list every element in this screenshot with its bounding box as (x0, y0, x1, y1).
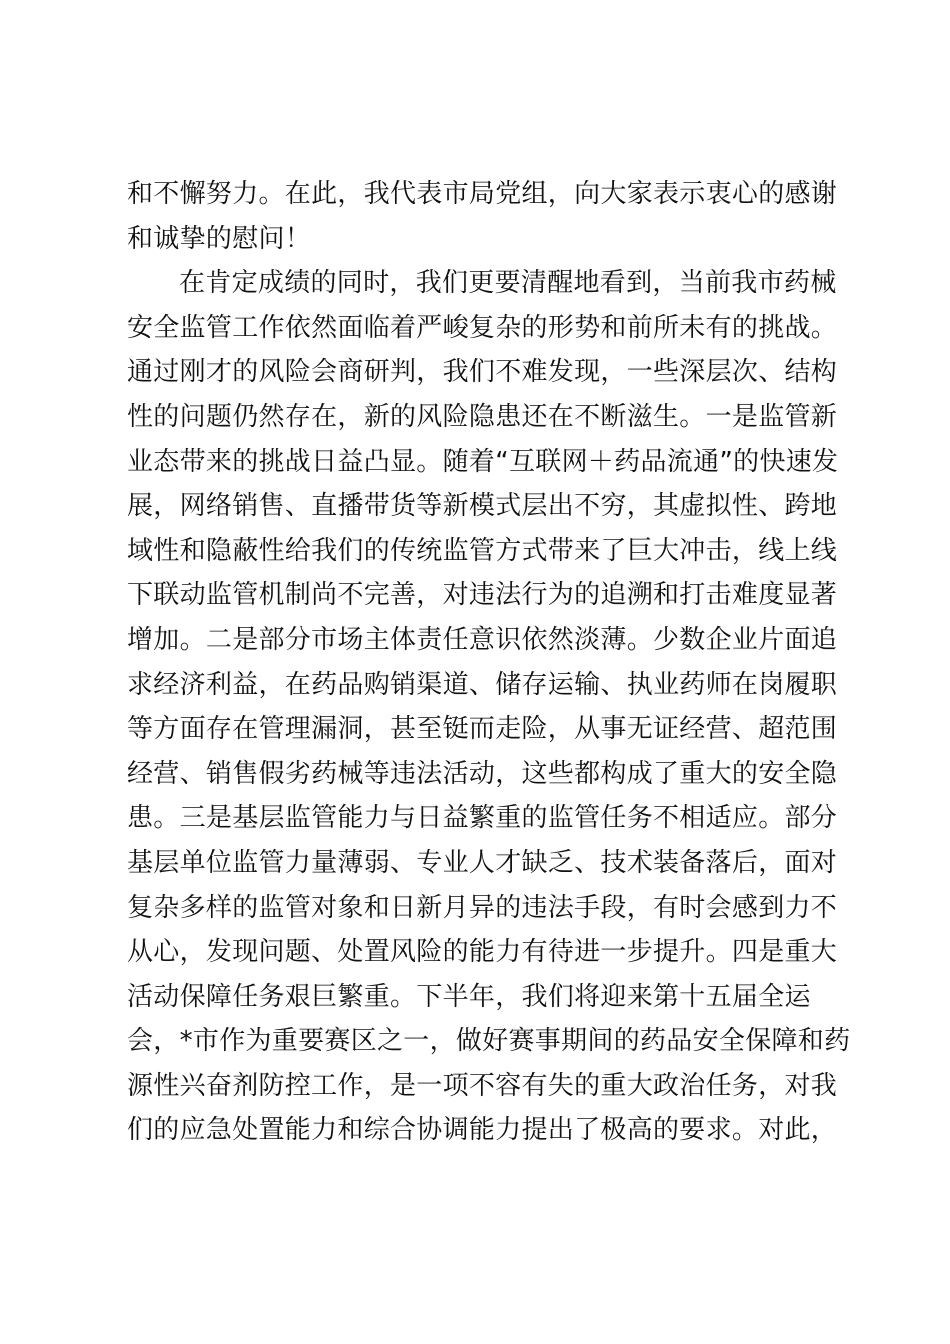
text-line: 等方面存在管理漏洞，甚至铤而走险，从事无证经营、超范围 (127, 714, 838, 745)
text-line: 域性和隐蔽性给我们的传统监管方式带来了巨大冲击，线上线 (127, 535, 838, 566)
text-line: 们的应急处置能力和综合协调能力提出了极高的要求。对此， (127, 1115, 838, 1146)
paragraph-start-line: 在肯定成绩的同时，我们更要清醒地看到，当前我市药械 (179, 268, 837, 299)
text-line: 性的问题仍然存在，新的风险隐患还在不断滋生。一是监管新 (127, 401, 838, 432)
text-line: 业态带来的挑战日益凸显。随着“互联网＋药品流通”的快速发 (127, 446, 839, 477)
text-line: 源性兴奋剂防控工作，是一项不容有失的重大政治任务，对我 (127, 1070, 838, 1101)
text-line: 基层单位监管力量薄弱、专业人才缺乏、技术装备落后，面对 (127, 847, 838, 878)
text-line: 安全监管工作依然面临着严峻复杂的形势和前所未有的挑战。 (127, 312, 838, 343)
text-line: 增加。二是部分市场主体责任意识依然淡薄。少数企业片面追 (127, 624, 838, 655)
text-line: 下联动监管机制尚不完善，对违法行为的追溯和打击难度显著 (127, 580, 838, 611)
text-line: 通过刚才的风险会商研判，我们不难发现，一些深层次、结构 (127, 357, 838, 388)
text-line: 患。三是基层监管能力与日益繁重的监管任务不相适应。部分 (127, 803, 838, 834)
text-line: 复杂多样的监管对象和日新月异的违法手段，有时会感到力不 (127, 892, 838, 923)
text-line: 活动保障任务艰巨繁重。下半年，我们将迎来第十五届全运 (127, 981, 811, 1012)
text-line: 展，网络销售、直播带货等新模式层出不穷，其虚拟性、跨地 (127, 491, 838, 522)
body-text (127, 172, 851, 1153)
text-line: 从心，发现问题、处置风险的能力有待进一步提升。四是重大 (127, 937, 838, 968)
text-line: 会，*市作为重要赛区之一，做好赛事期间的药品安全保障和药 (127, 1026, 851, 1057)
text-line: 和不懈努力。在此，我代表市局党组，向大家表示衷心的感谢 (127, 179, 838, 209)
text-line: 求经济利益，在药品购销渠道、储存运输、执业药师在岗履职 (127, 669, 838, 700)
text-line: 经营、销售假劣药械等违法活动，这些都构成了重大的安全隐 (127, 758, 838, 789)
text-line: 和诚挚的慰问！ (127, 223, 312, 254)
